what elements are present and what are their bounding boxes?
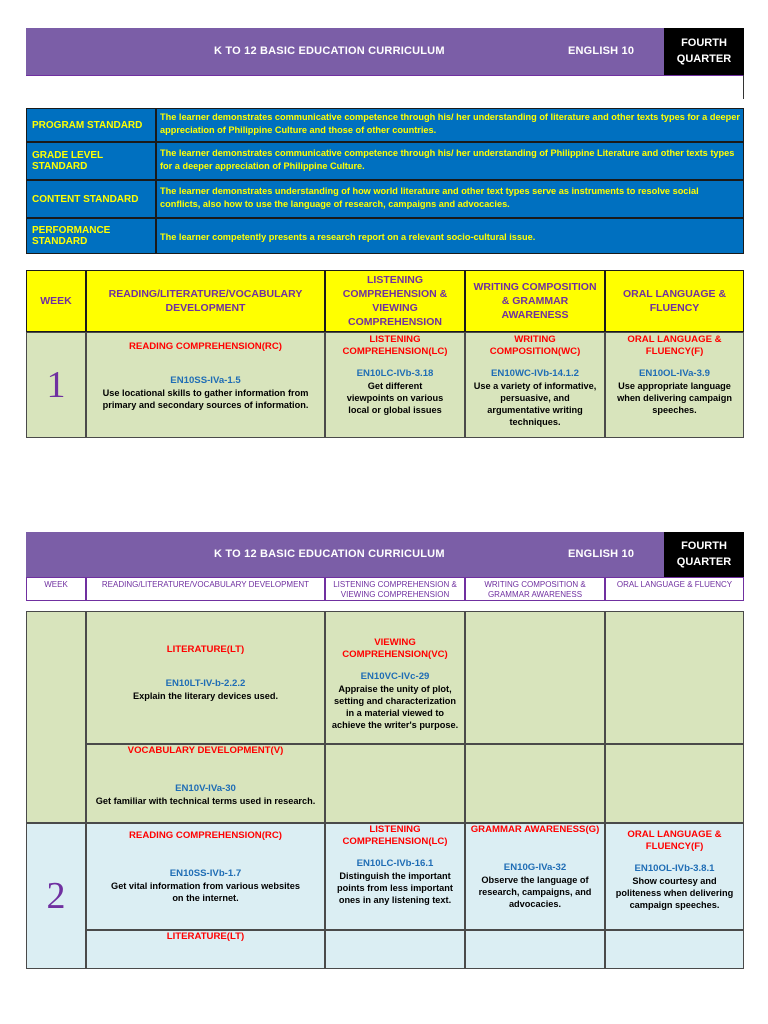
column-header-reading: READING/LITERATURE/VOCABULARY DEVELOPMENT: [86, 270, 325, 332]
quarter-box: [664, 532, 744, 577]
vocabulary-cell: [86, 744, 325, 823]
standard-label-performance: PERFORMANCE STANDARD: [26, 218, 156, 254]
competency-code: EN10VC-IVc-29: [360, 671, 430, 682]
competency-description: Get vital information from various websites on the internet.: [111, 881, 300, 903]
domain-label: VOCABULARY DEVELOPMENT(V): [127, 745, 284, 756]
subject-label: ENGLISH 10: [568, 548, 635, 560]
competency-description: Distinguish the important points from less important ones in any listening text.: [337, 871, 453, 905]
domain-label: LISTENING COMPREHENSION(LC): [342, 824, 448, 847]
week-number: 1: [26, 332, 86, 438]
header-divider: [26, 75, 744, 76]
competency-description: Appraise the unity of plot, setting and characterization in a material viewed to achieve the writer's purpose.: [331, 684, 459, 730]
competency-code: EN10OL-IVb-3.8.1: [634, 863, 715, 874]
column-header-writing: WRITING COMPOSITION & GRAMMAR AWARENESS: [465, 270, 605, 332]
small-header-writing: WRITING COMPOSITION & GRAMMAR AWARENESS: [465, 577, 605, 601]
week1-oral-cell: [605, 332, 744, 438]
small-header-reading: READING/LITERATURE/VOCABULARY DEVELOPMENT: [86, 577, 325, 601]
header-edge-line: [743, 75, 744, 99]
domain-label: ORAL LANGUAGE & FLUENCY(F): [627, 334, 722, 357]
empty-cell: [605, 611, 744, 744]
week2-oral-cell: [605, 823, 744, 930]
competency-code: EN10WC-IVb-14.1.2: [491, 368, 579, 379]
domain-label: VIEWING COMPREHENSION(VC): [342, 637, 448, 660]
small-header-oral: ORAL LANGUAGE & FLUENCY: [605, 577, 744, 601]
empty-cell: [465, 930, 605, 969]
week-number: 2: [26, 823, 86, 969]
competency-description: Use locational skills to gather information from primary and secondary sources of information.: [102, 388, 309, 410]
column-header-listening: LISTENING COMPREHENSION & VIEWING COMPREHENSION: [325, 270, 465, 332]
domain-label: GRAMMAR AWARENESS(G): [470, 824, 600, 835]
competency-description: Get familiar with technical terms used in research.: [95, 796, 316, 806]
competency-description: Get different viewpoints on various local or global issues: [346, 381, 444, 415]
week2-listening-cell: [325, 823, 465, 930]
subject-label: ENGLISH 10: [568, 45, 635, 57]
week1-listening-cell: [325, 332, 465, 438]
column-header-week: WEEK: [26, 270, 86, 332]
competency-code: EN10G-IVa-32: [503, 862, 567, 873]
competency-code: EN10SS-IVb-1.7: [169, 868, 242, 879]
quarter-line2: QUARTER: [676, 556, 732, 568]
standard-text-performance: The learner competently presents a research report on a relevant socio-cultural issue.: [156, 218, 744, 254]
week1-reading-cell: [86, 332, 325, 438]
competency-description: Use appropriate language when delivering campaign speeches.: [617, 381, 732, 415]
competency-code: EN10LC-IVb-3.18: [356, 368, 434, 379]
empty-cell: [325, 930, 465, 969]
standard-label-program: PROGRAM STANDARD: [26, 108, 156, 142]
competency-code: EN10OL-IVa-3.9: [639, 368, 710, 379]
curriculum-title: K TO 12 BASIC EDUCATION CURRICULUM: [214, 548, 445, 560]
domain-label: READING COMPREHENSION(RC): [129, 341, 282, 352]
standard-text-grade-level: The learner demonstrates communicative competence through his/ her understanding of Philippine Literature and other texts types for a deeper appreciation of Philippine Culture.: [156, 142, 744, 180]
literature-cell: [86, 611, 325, 744]
domain-label: READING COMPREHENSION(RC): [129, 830, 282, 841]
domain-label: LITERATURE(LT): [166, 931, 245, 942]
quarter-line1: FOURTH: [681, 37, 727, 49]
small-header-listening: LISTENING COMPREHENSION & VIEWING COMPREHENSION: [325, 577, 465, 601]
empty-cell: [465, 611, 605, 744]
quarter-line1: FOURTH: [681, 540, 727, 552]
domain-label: LITERATURE(LT): [166, 644, 245, 655]
competency-code: EN10LT-IV-b-2.2.2: [165, 678, 246, 689]
standard-label-grade-level: GRADE LEVEL STANDARD: [26, 142, 156, 180]
competency-description: Show courtesy and politeness when delivering campaign speeches.: [615, 876, 734, 910]
week2-literature-cell: [86, 930, 325, 969]
domain-label: LISTENING COMPREHENSION(LC): [342, 334, 448, 357]
curriculum-header-bar: [26, 28, 664, 75]
domain-label: WRITING COMPOSITION(WC): [489, 334, 581, 357]
competency-code: EN10LC-IVb-16.1: [356, 858, 434, 869]
competency-code: EN10V-IVa-30: [175, 783, 236, 794]
competency-description: Explain the literary devices used.: [132, 691, 279, 701]
standard-text-program: The learner demonstrates communicative competence through his/ her understanding of literature and other texts types for a deeper appreciation of Philippine Culture and those of other countries.: [156, 108, 744, 142]
week2-reading-cell: [86, 823, 325, 930]
competency-description: Use a variety of informative, persuasive, and argumentative writing techniques.: [473, 381, 597, 427]
viewing-cell: [325, 611, 465, 744]
week2-grammar-cell: [465, 823, 605, 930]
competency-description: Observe the language of research, campaigns, and advocacies.: [478, 875, 592, 909]
standard-label-content: CONTENT STANDARD: [26, 180, 156, 218]
domain-label: ORAL LANGUAGE & FLUENCY(F): [627, 829, 722, 852]
column-header-oral: ORAL LANGUAGE & FLUENCY: [605, 270, 744, 332]
empty-cell: [605, 930, 744, 969]
quarter-box: [664, 28, 744, 75]
small-header-week: WEEK: [26, 577, 86, 601]
curriculum-title: K TO 12 BASIC EDUCATION CURRICULUM: [214, 45, 445, 57]
curriculum-header-bar: [26, 532, 664, 577]
quarter-line2: QUARTER: [676, 53, 732, 65]
empty-cell: [465, 744, 605, 823]
standard-text-content: The learner demonstrates understanding of how world literature and other text types serve as instruments to resolve social conflicts, also how to use the language of research, campaigns and advocacies.: [156, 180, 744, 218]
empty-cell: [605, 744, 744, 823]
week-cell-empty: [26, 611, 86, 823]
empty-cell: [325, 744, 465, 823]
competency-code: EN10SS-IVa-1.5: [170, 375, 241, 386]
week1-writing-cell: [465, 332, 605, 438]
